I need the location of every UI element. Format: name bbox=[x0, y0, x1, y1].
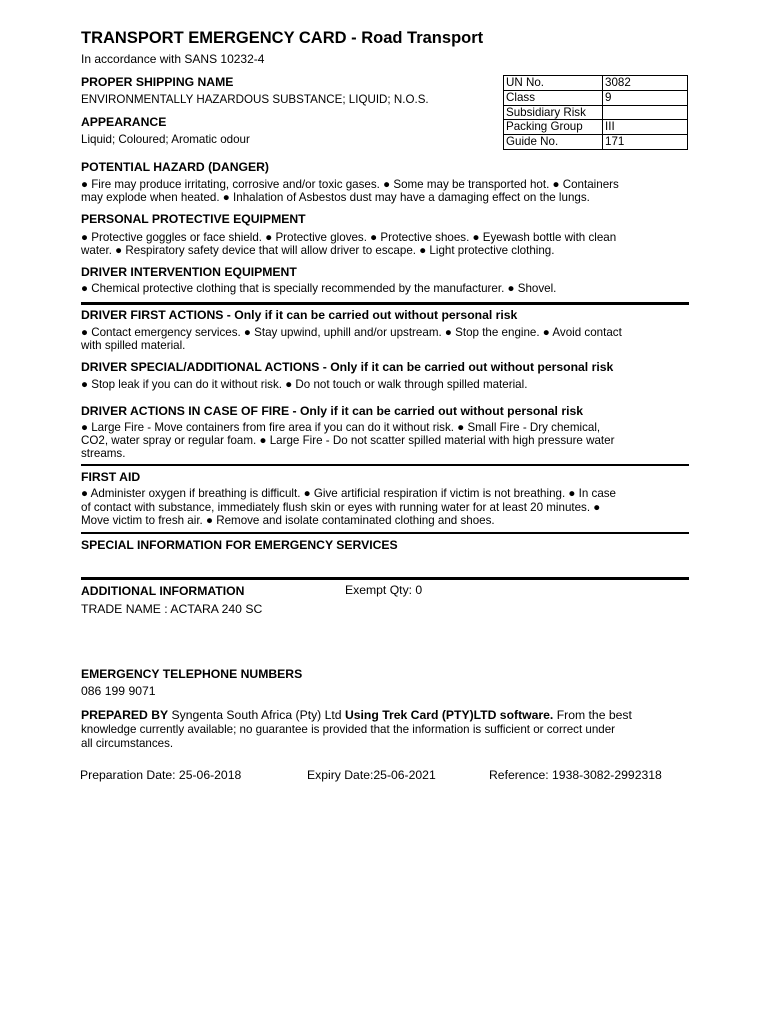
special-info-heading: SPECIAL INFORMATION FOR EMERGENCY SERVICES bbox=[81, 538, 398, 552]
reference-value: 1938-3082-2992318 bbox=[552, 768, 662, 782]
special-actions-qualifier: - Only if it can be carried out without personal risk bbox=[319, 360, 614, 374]
appearance-heading: APPEARANCE bbox=[81, 115, 167, 129]
table-row bbox=[504, 105, 688, 120]
table-cell-label: Guide No. bbox=[504, 135, 603, 150]
prepared-by-software: Using Trek Card (PTY)LTD software. bbox=[344, 708, 554, 722]
table-cell-label: Class bbox=[504, 90, 603, 105]
appearance-value: Liquid; Coloured; Aromatic odour bbox=[81, 133, 250, 146]
ppe-line: ● Protective goggles or face shield. ● Protective gloves. ● Protective shoes. ● Eyewash bottle with clean bbox=[81, 231, 617, 244]
preparation-date-value: 25-06-2018 bbox=[178, 768, 242, 782]
expiry-date bbox=[307, 768, 436, 782]
table-row bbox=[504, 120, 688, 135]
telephone-number: 086 199 9071 bbox=[81, 684, 156, 698]
table-cell-value: 171 bbox=[603, 135, 688, 150]
intervention-heading: DRIVER INTERVENTION EQUIPMENT bbox=[81, 265, 297, 279]
table-cell-label: UN No. bbox=[504, 76, 603, 91]
reference-label: Reference: bbox=[489, 768, 549, 782]
first-actions-title: DRIVER FIRST ACTIONS bbox=[81, 308, 224, 322]
additional-info-heading: ADDITIONAL INFORMATION bbox=[81, 584, 245, 598]
shipping-name-heading: PROPER SHIPPING NAME bbox=[81, 75, 234, 89]
first-actions-line: with spilled material. bbox=[81, 339, 186, 352]
ppe-line: water. ● Respiratory safety device that will allow driver to escape. ● Light protective clothing. bbox=[81, 244, 555, 257]
first-aid-line: of contact with substance, immediately flush skin or eyes with running water for at least 20 minutes. ● bbox=[81, 501, 601, 514]
fire-actions-heading bbox=[81, 404, 583, 418]
section-divider bbox=[81, 577, 689, 580]
ppe-heading: PERSONAL PROTECTIVE EQUIPMENT bbox=[81, 212, 306, 226]
table-cell-value: 3082 bbox=[603, 76, 688, 91]
fire-actions-title: DRIVER ACTIONS IN CASE OF FIRE bbox=[81, 404, 290, 418]
page-title: TRANSPORT EMERGENCY CARD - Road Transport bbox=[81, 29, 484, 47]
first-actions-line: ● Contact emergency services. ● Stay upwind, uphill and/or upstream. ● Stop the engine. ● Avoid contact bbox=[81, 326, 622, 339]
expiry-date-label: Expiry Date: bbox=[307, 768, 374, 782]
table-cell-label: Subsidiary Risk bbox=[504, 105, 603, 120]
transport-info-table bbox=[503, 75, 688, 150]
page-subtitle: In accordance with SANS 10232-4 bbox=[81, 52, 265, 66]
exempt-qty: Exempt Qty: 0 bbox=[345, 583, 423, 597]
telephone-heading: EMERGENCY TELEPHONE NUMBERS bbox=[81, 667, 303, 681]
table-cell-label: Packing Group bbox=[504, 120, 603, 135]
section-divider bbox=[81, 302, 689, 305]
first-aid-line: ● Administer oxygen if breathing is difficult. ● Give artificial respiration if victim is not breathing. ● In case bbox=[81, 487, 617, 500]
first-aid-line: Move victim to fresh air. ● Remove and isolate contaminated clothing and shoes. bbox=[81, 514, 495, 527]
first-actions-qualifier: - Only if it can be carried out without personal risk bbox=[223, 308, 518, 322]
table-cell-value bbox=[603, 105, 688, 120]
section-divider bbox=[81, 464, 689, 466]
fire-actions-line: ● Large Fire - Move containers from fire area if you can do it without risk. ● Small Fire - Dry chemical, bbox=[81, 421, 601, 434]
shipping-name-value: ENVIRONMENTALLY HAZARDOUS SUBSTANCE; LIQUID; N.O.S. bbox=[81, 93, 429, 106]
prepared-by-line bbox=[81, 709, 632, 722]
first-actions-heading bbox=[81, 308, 517, 322]
table-row bbox=[504, 76, 688, 91]
special-actions-title: DRIVER SPECIAL/ADDITIONAL ACTIONS bbox=[81, 360, 320, 374]
prepared-by-company: Syngenta South Africa (Pty) Ltd bbox=[168, 708, 345, 722]
prepared-by-note-line: knowledge currently available; no guarantee is provided that the information is sufficient or correct under bbox=[81, 723, 616, 736]
special-actions-line: ● Stop leak if you can do it without risk. ● Do not touch or walk through spilled material. bbox=[81, 378, 528, 391]
special-actions-heading bbox=[81, 360, 613, 374]
first-aid-heading: FIRST AID bbox=[81, 470, 141, 484]
table-row bbox=[504, 90, 688, 105]
hazard-line: ● Fire may produce irritating, corrosive and/or toxic gases. ● Some may be transported hot. ● Containers bbox=[81, 178, 619, 191]
trade-name: TRADE NAME : ACTARA 240 SC bbox=[81, 602, 263, 616]
hazard-line: may explode when heated. ● Inhalation of Asbestos dust may have a damaging effect on the lungs. bbox=[81, 191, 590, 204]
fire-actions-line: streams. bbox=[81, 447, 126, 460]
intervention-line: ● Chemical protective clothing that is specially recommended by the manufacturer. ● Shovel. bbox=[81, 282, 557, 295]
table-cell-value: III bbox=[603, 120, 688, 135]
prepared-by-note-line: all circumstances. bbox=[81, 737, 174, 750]
section-divider bbox=[81, 532, 689, 534]
preparation-date bbox=[80, 768, 241, 782]
preparation-date-label: Preparation Date: bbox=[80, 768, 176, 782]
prepared-by-label: PREPARED BY bbox=[81, 708, 169, 722]
hazard-heading: POTENTIAL HAZARD (DANGER) bbox=[81, 160, 269, 174]
prepared-by-note: From the best bbox=[553, 708, 632, 722]
expiry-date-value: 25-06-2021 bbox=[373, 768, 436, 782]
table-cell-value: 9 bbox=[603, 90, 688, 105]
fire-actions-qualifier: - Only if it can be carried out without personal risk bbox=[289, 404, 584, 418]
fire-actions-line: CO2, water spray or regular foam. ● Large Fire - Do not scatter spilled material with high pressure water bbox=[81, 434, 615, 447]
table-row bbox=[504, 135, 688, 150]
reference bbox=[489, 768, 662, 782]
